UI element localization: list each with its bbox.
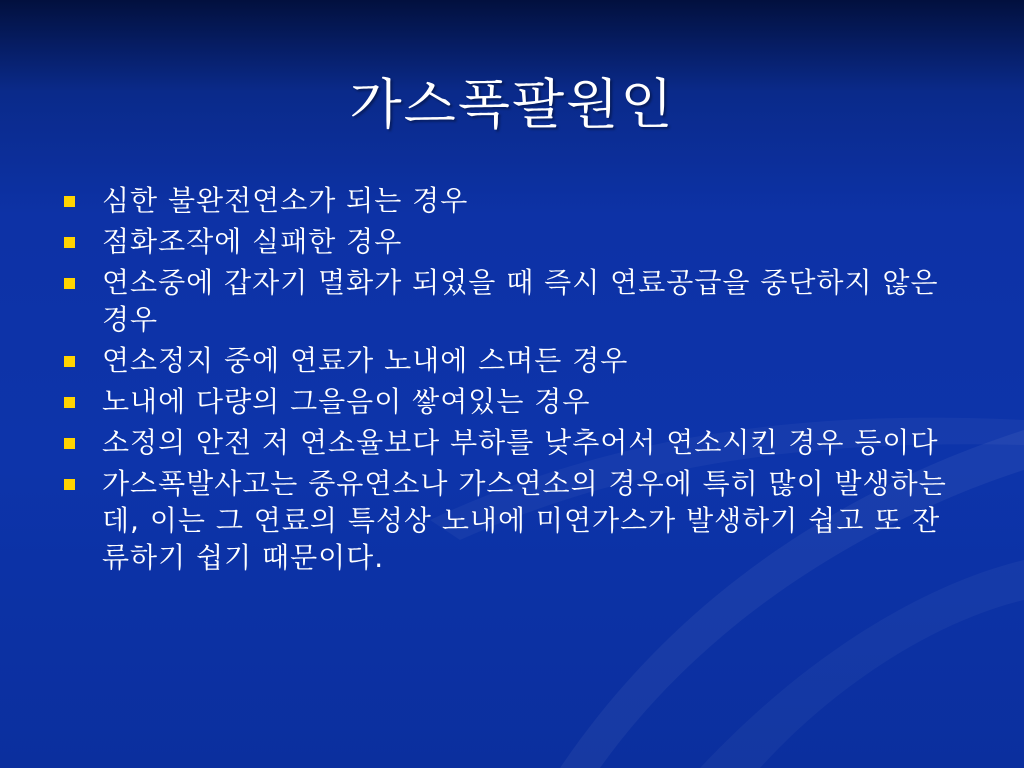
bullet-text: 연소정지 중에 연료가 노내에 스며든 경우	[102, 344, 629, 377]
bullet-square-icon	[64, 356, 75, 367]
bullet-square-icon	[64, 237, 75, 248]
bullet-text: 점화조작에 실패한 경우	[102, 225, 403, 258]
bullet-square-icon	[64, 196, 75, 207]
bullet-text: 연소중에 갑자기 멸화가 되었을 때 즉시 연료공급을 중단하지 않은 경우	[102, 266, 939, 336]
list-item	[60, 424, 960, 461]
bullet-square-icon	[64, 479, 75, 490]
bullet-text: 소정의 안전 저 연소율보다 부하를 낮추어서 연소시킨 경우 등이다	[102, 426, 939, 459]
bullet-list	[60, 182, 960, 580]
bullet-text: 노내에 다량의 그을음이 쌓여있는 경우	[102, 385, 591, 418]
bullet-square-icon	[64, 397, 75, 408]
list-item	[60, 383, 960, 420]
bullet-square-icon	[64, 438, 75, 449]
list-item	[60, 465, 960, 576]
list-item	[60, 182, 960, 219]
list-item	[60, 342, 960, 379]
list-item	[60, 264, 960, 338]
slide-title: 가스폭팔원인	[349, 73, 675, 136]
list-item	[60, 223, 960, 260]
bullet-text: 심한 불완전연소가 되는 경우	[102, 184, 469, 217]
bullet-text: 가스폭발사고는 중유연소나 가스연소의 경우에 특히 많이 발생하는데, 이는 그 연료의 특성상 노내에 미연가스가 발생하기 쉽고 또 잔류하기 쉽기 때문이다.	[102, 467, 947, 574]
bullet-square-icon	[64, 278, 75, 289]
